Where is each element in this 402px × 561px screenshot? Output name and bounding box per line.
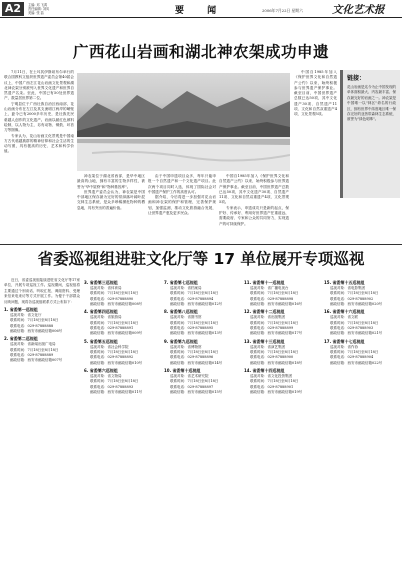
inspection-group — [164, 280, 240, 307]
article2-col3 — [164, 278, 240, 558]
group-line: 联系电话：029-87888901 — [250, 384, 294, 389]
group-line: 巡视对象：省演艺集团 — [250, 344, 285, 349]
landscape-photo — [77, 73, 290, 171]
group-line: 联系电话：029-87888903 — [330, 326, 374, 331]
group-line: 联系时间：7月18日至8月18日 — [250, 379, 299, 384]
group-line: 邮政信箱：西安市邮政信箱009号 — [90, 331, 143, 336]
paragraph: 中国自1985年加入《保护世界文化和自然遗产公约》以来，始终积极参与世界遗产保护事业。截至目前，中国世界遗产总数已达50项，其中文化遗产30项、自然遗产11项、文化和自然双重遗产4项、文化景观5项。 — [219, 174, 289, 205]
group-line: 联系电话：029-87888898 — [250, 296, 294, 301]
article1-col1 — [4, 70, 74, 242]
group-line: 联系时间：7月18日至8月18日 — [10, 318, 59, 323]
group-line: 邮政信箱：西安市邮政信箱010号 — [90, 360, 143, 365]
group-line: 联系时间：7月18日至8月18日 — [330, 320, 379, 325]
group-title: 14. 省委第十四巡视组 — [244, 368, 285, 374]
group-title: 3. 省委第三巡视组 — [84, 280, 118, 285]
inspection-group — [84, 368, 160, 395]
group-line: 巡视对象：省档案局 — [170, 285, 202, 290]
group-line: 邮政信箱：西安市邮政信箱006号 — [10, 329, 63, 334]
group-line: 巡视对象：省新闻出版广电局 — [10, 342, 56, 347]
group-line: 巡视对象：省出版集团 — [250, 315, 285, 320]
group-line: 邮政信箱：西安市邮政信箱013号 — [170, 331, 223, 336]
group-line: 邮政信箱：西安市邮政信箱017号 — [250, 331, 303, 336]
group-line: 联系时间：7月18日至8月18日 — [90, 379, 139, 384]
paragraph: 世界遗产委员会认为，神农架是中国中部地区保存最为完好的常绿落叶阔叶混交林生态系统，是众多珍稀濒危物种的栖息地，具有突出的普遍价值。 — [77, 189, 145, 210]
group-title: 16. 省委第十六巡视组 — [324, 309, 365, 315]
paragraph: 宁明县位于广西壮族自治区西南部，花山岩画分布在左江及其支流明江两岸的峭壁上，距今已有2000多年历史，是壮族先民骆越人创作的文化遗产。岩画以赭红色颜料绘制，以人物为主，另有动物、铜鼓、环首刀等图像。 — [4, 101, 74, 133]
article2-intro: 近日，省委巡视组陆续进驻省文化厅等17家单位，开展专项巡视工作。巡视期间，巡视组将主要通过个别谈话、听取汇报、调阅资料、受理来信来电来访等方式开展工作。为便于干部群众反映问题，现将各巡视组联系方式公布如下： — [4, 278, 80, 304]
group-line: 邮政信箱：西安市邮政信箱022号 — [330, 360, 383, 365]
group-line: 联系电话：029-87888892 — [90, 355, 134, 360]
group-line: 联系电话：029-87888894 — [170, 296, 214, 301]
article1-col3 — [148, 174, 216, 242]
group-line: 邮政信箱：西安市邮政信箱015号 — [170, 390, 223, 395]
group-title: 4. 省委第四巡视组 — [84, 309, 118, 315]
group-title: 17. 省委第十七巡视组 — [324, 338, 365, 344]
group-line: 联系时间：7月18日至8月18日 — [10, 347, 59, 352]
editor-credits — [28, 3, 68, 15]
group-title: 1. 省委第一巡视组 — [4, 307, 38, 313]
group-line: 邮政信箱：西安市邮政信箱008号 — [90, 302, 143, 307]
sidebar-title: 链接： — [347, 75, 366, 82]
group-line: 邮政信箱：西安市邮政信箱020号 — [330, 302, 383, 307]
section-divider — [0, 244, 402, 245]
group-line: 联系时间：7月18日至8月18日 — [170, 379, 219, 384]
group-line: 联系电话：029-87888900 — [250, 355, 294, 360]
group-line: 巡视对象：省文化厅 — [10, 312, 42, 317]
group-line: 联系电话：029-87888888 — [10, 323, 54, 328]
inspection-group — [164, 368, 240, 395]
paragraph: 据介绍，今后将进一步加强对花山岩画和神农架的保护和管理，完善保护规划，加强监测，推动文化旅游融合发展，让世界遗产惠及更多民众。 — [148, 195, 216, 216]
group-line: 联系电话：029-87888895 — [170, 326, 214, 331]
group-line: 联系时间：7月18日至8月18日 — [170, 350, 219, 355]
group-line: 联系时间：7月18日至8月18日 — [250, 320, 299, 325]
group-title: 11. 省委第十一巡视组 — [244, 280, 285, 285]
inspection-group — [4, 307, 80, 334]
group-line: 巡视对象：省图书馆 — [170, 315, 202, 320]
article1-col4 — [219, 174, 289, 242]
group-line: 巡视对象：省文联 — [330, 315, 358, 320]
section-title: 要 闻 — [175, 6, 227, 16]
group-line: 联系电话：029-87888897 — [170, 384, 214, 389]
group-line: 邮政信箱：西安市邮政信箱021号 — [330, 331, 383, 336]
page-number: A2 — [2, 2, 24, 16]
group-title: 9. 省委第九巡视组 — [164, 338, 198, 344]
editor-line: 责任编辑: 刘凤 — [28, 6, 50, 11]
group-line: 联系时间：7月18日至8月18日 — [330, 350, 379, 355]
article2-col5 — [324, 278, 400, 558]
article1-headline: 广西花山岩画和湖北神农架成功申遗 — [72, 43, 329, 61]
inspection-group — [4, 336, 80, 363]
group-title: 2. 省委第二巡视组 — [4, 336, 38, 342]
group-line: 联系电话：029-87888904 — [330, 355, 374, 360]
group-line: 邮政信箱：西安市邮政信箱007号 — [10, 358, 63, 363]
group-line: 巡视对象：省文化投资集团 — [250, 374, 292, 379]
group-line: 联系时间：7月18日至8月18日 — [250, 291, 299, 296]
group-line: 巡视对象：省电影集团 — [330, 285, 365, 290]
issue-date: 2006年7月22日 星期六 — [262, 8, 303, 13]
inspection-group — [164, 309, 240, 336]
editor-line: 主编: 邓 飞鸿 — [28, 2, 48, 7]
group-title: 13. 省委第十三巡视组 — [244, 338, 285, 344]
group-line: 邮政信箱：西安市邮政信箱012号 — [170, 302, 223, 307]
group-title: 15. 省委第十五巡视组 — [324, 280, 365, 285]
paragraph: 7月11日，在土耳其伊斯坦布尔举行的联合国教科文组织世界遗产委员会第40届会议上，中国广西左江花山岩画文化景观和湖北神农架分别被列入世界文化遗产和世界自然遗产名录。至此，中国已有50处世界遗产，数量居世界第二位。 — [4, 70, 74, 101]
group-line: 巡视对象：省文物局 — [90, 374, 122, 379]
paragraph: 专家认为，花山岩画文化景观是中国南方古代骆越族群的精神信仰和社会生活的生动写照，具有极高的历史、艺术和科学价值。 — [4, 133, 74, 154]
group-line: 邮政信箱：西安市邮政信箱019号 — [250, 390, 303, 395]
group-title: 10. 省委第十巡视组 — [164, 368, 201, 374]
group-line: 巡视对象：省艺术研究院 — [170, 374, 209, 379]
group-line: 巡视对象：省广播电视台 — [250, 285, 289, 290]
group-title: 6. 省委第六巡视组 — [84, 368, 118, 374]
group-line: 联系时间：7月18日至8月18日 — [90, 350, 139, 355]
group-line: 联系时间：7月18日至8月18日 — [250, 350, 299, 355]
inspection-group — [324, 309, 400, 336]
inspection-group — [324, 339, 400, 366]
inspection-group — [324, 280, 400, 307]
group-line: 联系电话：029-87888893 — [90, 384, 134, 389]
group-line: 联系电话：029-87888890 — [90, 296, 134, 301]
inspection-group — [244, 339, 320, 366]
group-line: 联系时间：7月18日至8月18日 — [90, 291, 139, 296]
group-line: 邮政信箱：西安市邮政信箱011号 — [90, 390, 143, 395]
inspection-group — [244, 309, 320, 336]
inspection-group — [84, 280, 160, 307]
article2-col1 — [4, 278, 80, 558]
article1-col5 — [294, 70, 337, 242]
group-line: 巡视对象：省旅游局 — [90, 315, 122, 320]
group-title: 12. 省委第十二巡视组 — [244, 309, 285, 315]
group-line: 邮政信箱：西安市邮政信箱016号 — [250, 302, 303, 307]
paragraph: 神农架位于湖北省西部，是华中地区最高的山地，拥有丰富的生物多样性，被誉为"华中屋脊"和"物种基因库"。 — [77, 174, 145, 189]
newspaper-masthead: 文化艺术报 — [332, 4, 385, 16]
info-sidebar — [340, 70, 400, 198]
group-line: 邮政信箱：西安市邮政信箱014号 — [170, 360, 223, 365]
group-line: 联系电话：029-87888889 — [10, 353, 54, 358]
inspection-group — [84, 309, 160, 336]
group-title: 5. 省委第五巡视组 — [84, 338, 118, 344]
group-line: 巡视对象：省博物馆 — [170, 344, 202, 349]
group-line: 巡视对象：省体育局 — [90, 285, 122, 290]
group-line: 联系时间：7月18日至8月18日 — [330, 291, 379, 296]
group-line: 联系电话：029-87888891 — [90, 326, 134, 331]
article2-col4 — [244, 278, 320, 558]
inspection-group — [164, 339, 240, 366]
group-title: 8. 省委第八巡视组 — [164, 309, 198, 315]
sidebar-text: 花山岩画是迄今为止中国发现的单体面积最大、内容最丰富、保存最完好的岩画之一。神农架是中国唯一以"林区"命名的行政区，拥有世界中纬度地区唯一保存完好的亚热带森林生态系统，被誉为"绿色明珠"。 — [347, 85, 396, 122]
group-line: 联系时间：7月18日至8月18日 — [90, 320, 139, 325]
inspection-group — [244, 280, 320, 307]
group-line: 联系时间：7月18日至8月18日 — [170, 320, 219, 325]
group-line: 联系电话：029-87888899 — [250, 326, 294, 331]
inspection-group — [244, 368, 320, 395]
editor-line: 美编: 张 喆 — [28, 10, 44, 15]
group-line: 巡视对象：省社会科学院 — [90, 344, 129, 349]
article2-col2 — [84, 278, 160, 558]
article1-col2 — [77, 174, 145, 242]
group-line: 联系电话：029-87888902 — [330, 296, 374, 301]
group-line: 邮政信箱：西安市邮政信箱018号 — [250, 360, 303, 365]
paragraph: 中国自1985年加入《保护世界文化和自然遗产公约》以来，始终积极参与世界遗产保护事业。截至目前，中国世界遗产总数已达50项，其中文化遗产30项、自然遗产11项、文化和自然双重遗产4项、文化景观5项。 — [294, 70, 337, 117]
group-line: 联系电话：029-87888896 — [170, 355, 214, 360]
group-title: 7. 省委第七巡视组 — [164, 280, 198, 285]
group-line: 巡视对象：省作协 — [330, 344, 358, 349]
article2-headline: 省委巡视组进驻文化厅等 17 单位展开专项巡视 — [37, 250, 365, 268]
inspection-group — [84, 339, 160, 366]
group-line: 联系时间：7月18日至8月18日 — [170, 291, 219, 296]
paragraph: 专家表示，申遗成功只是新的起点，保护好、传承好、利用好世界遗产任重道远，需要政府、专家和公众的共同努力，实现遗产的可持续保护。 — [219, 205, 289, 226]
paragraph: 由于中国申遗项目众多，每年只能申报一个自然遗产和一个文化遗产项目。此次两个项目同时入选，体现了国际社会对中国遗产保护工作的高度认可。 — [148, 174, 216, 194]
